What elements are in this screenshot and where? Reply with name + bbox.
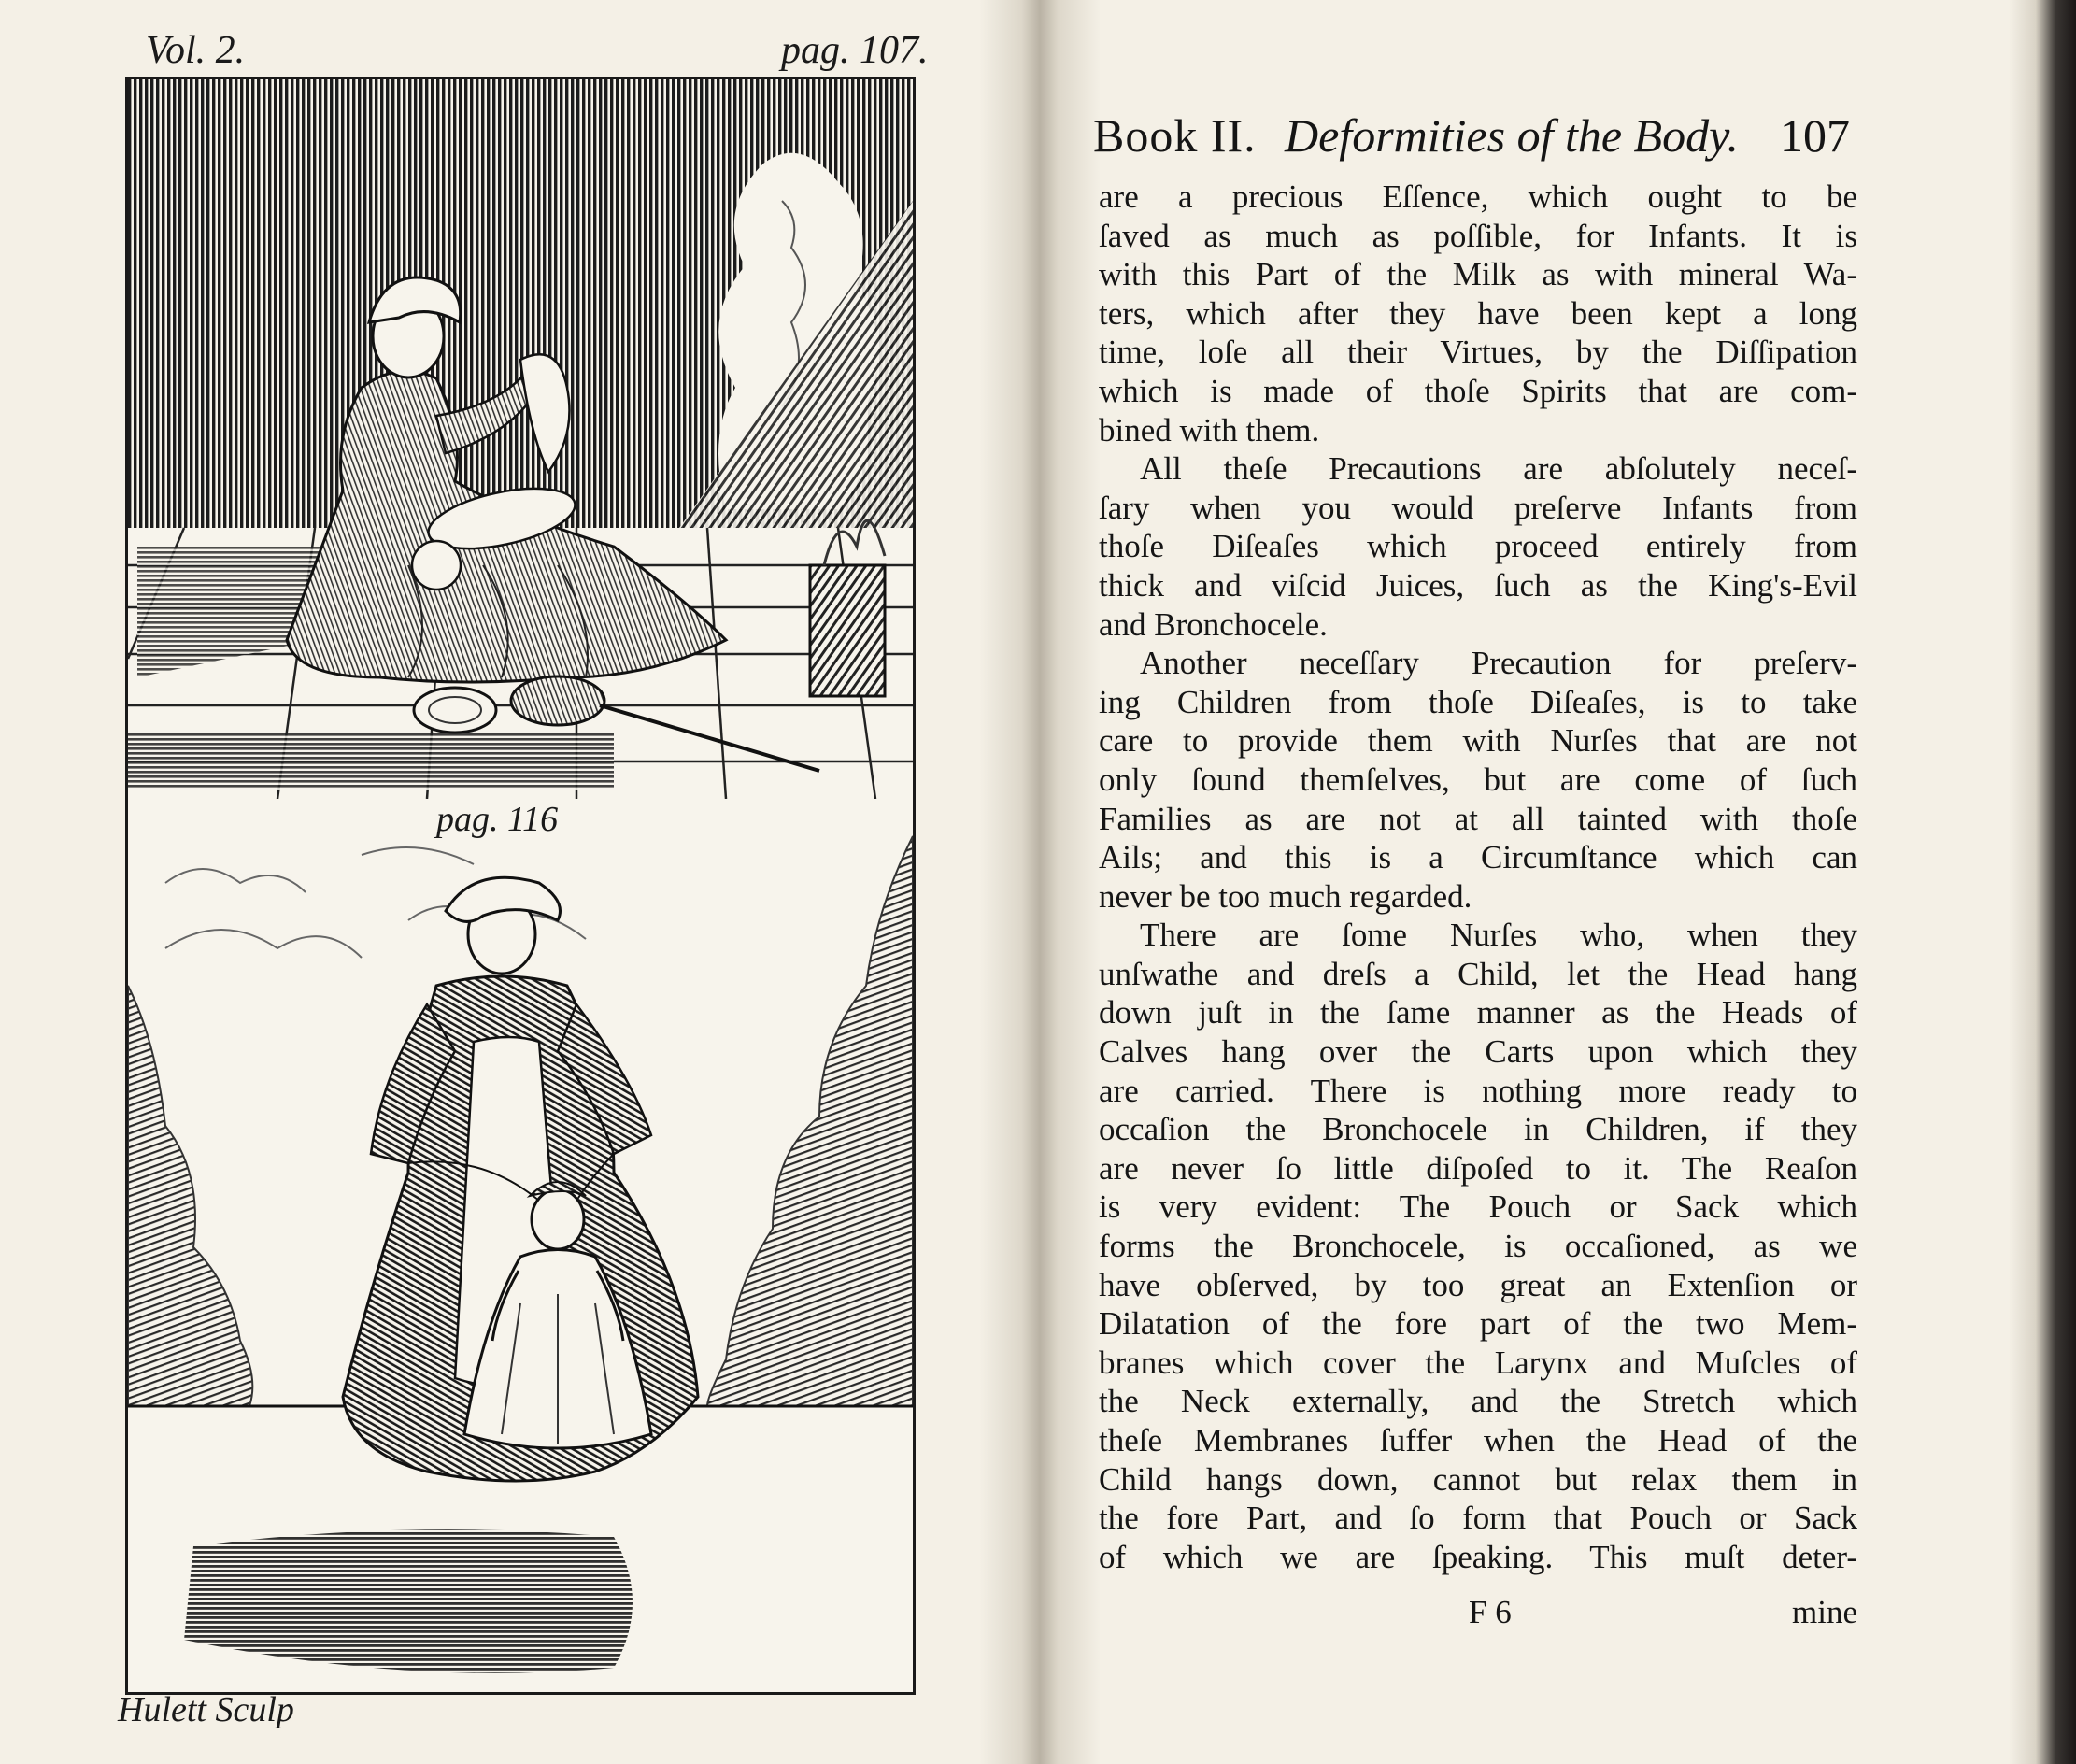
- paragraph-start-line: There are ſome Nurſes who, when they: [1140, 917, 1857, 954]
- catchword: mine: [1792, 1594, 1857, 1630]
- text-line: which is made of thoſe Spirits that are com-: [1099, 372, 1857, 409]
- text-line: the Neck externally, and the Stretch which: [1099, 1383, 1857, 1420]
- engraver-credit: Hulett Sculp: [118, 1690, 294, 1729]
- text-line: Child hangs down, cannot but relax them in: [1099, 1460, 1857, 1498]
- text-line: are a precious Eſſence, which ought to be: [1099, 178, 1857, 215]
- running-head: [1093, 108, 1850, 164]
- text-line: Ails; and this is a Circumſtance which can: [1099, 839, 1857, 876]
- text-line: forms the Bronchocele, is occaſioned, as we: [1099, 1228, 1857, 1265]
- text-line: time, loſe all their Virtues, by the Diſſipation: [1099, 334, 1857, 371]
- signature-mark: F 6: [1469, 1594, 1512, 1630]
- lower-engraving: [128, 799, 913, 1692]
- text-line: only ſound themſelves, but are come of ſuch: [1099, 761, 1857, 798]
- paragraph-start-line: All theſe Precautions are abſolutely neceſ-: [1140, 450, 1857, 488]
- text-line: thoſe Diſeaſes which proceed entirely from: [1099, 528, 1857, 565]
- text-line: theſe Membranes ſuffer when the Head of the: [1099, 1422, 1857, 1458]
- text-line: with this Part of the Milk as with mineral Wa-: [1099, 256, 1857, 293]
- lower-plate-reference: pag. 116: [436, 800, 559, 839]
- plate-page-reference: pag. 107.: [781, 29, 929, 72]
- text-line: Dilatation of the fore part of the two Mem-: [1099, 1305, 1857, 1343]
- text-line: ſaved as much as poſſible, for Infants. It is: [1099, 217, 1857, 254]
- engraved-plate: [125, 77, 916, 1695]
- text-line: is very evident: The Pouch or Sack which: [1099, 1188, 1857, 1226]
- text-line: are carried. There is nothing more ready to: [1099, 1072, 1857, 1109]
- text-line: are never ſo little diſpoſed to it. The Reaſon: [1099, 1149, 1857, 1187]
- text-line: ters, which after they have been kept a long: [1099, 294, 1857, 332]
- volume-label: Vol. 2.: [146, 29, 246, 72]
- text-line: unſwathe and dreſs a Child, let the Head hang: [1099, 955, 1857, 992]
- text-line: and Bronchocele.: [1099, 605, 1328, 643]
- text-line: branes which cover the Larynx and Muſcles of: [1099, 1344, 1857, 1381]
- text-line: Families as are not at all tainted with thoſe: [1099, 800, 1857, 837]
- page-number: 107: [1780, 109, 1850, 162]
- page-footer: [1099, 1594, 1857, 1635]
- text-line: care to provide them with Nurſes that are not: [1099, 722, 1857, 760]
- text-line: of which we are ſpeaking. This muſt deter-: [1099, 1538, 1857, 1575]
- text-line: ing Children from thoſe Diſeaſes, is to take: [1099, 683, 1857, 720]
- upper-engraving: [128, 79, 913, 799]
- text-line: occaſion the Bronchocele in Children, if they: [1099, 1111, 1857, 1148]
- text-line: ſary when you would preſerve Infants from: [1099, 489, 1857, 526]
- text-line: the fore Part, and ſo form that Pouch or Sack: [1099, 1500, 1857, 1537]
- text-line: have obſerved, by too great an Extenſion or: [1099, 1266, 1857, 1303]
- running-head-book: Book II.: [1093, 109, 1257, 162]
- page-edge-shadow: [2009, 0, 2076, 1764]
- text-line: never be too much regarded.: [1099, 877, 1472, 915]
- paragraph-start-line: Another neceſſary Precaution for preſerv-: [1140, 645, 1857, 682]
- text-line: Calves hang over the Carts upon which they: [1099, 1033, 1857, 1071]
- body-text: [1099, 178, 1857, 1576]
- book-gutter: [979, 0, 1101, 1764]
- text-line: bined with them.: [1099, 411, 1320, 448]
- running-head-title: Deformities of the Body.: [1285, 109, 1740, 162]
- text-line: down juſt in the ſame manner as the Heads of: [1099, 994, 1857, 1031]
- text-line: thick and viſcid Juices, ſuch as the King's-Evil: [1099, 566, 1857, 604]
